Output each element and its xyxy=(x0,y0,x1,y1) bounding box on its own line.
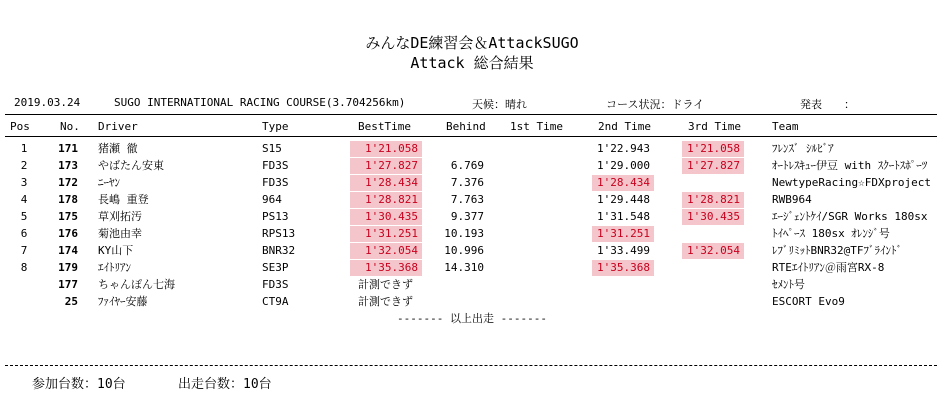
cell-best-time: 1'27.827 xyxy=(350,158,422,174)
cell-best-time: 計測できず xyxy=(358,295,413,308)
cell-type: BNR32 xyxy=(262,244,296,257)
cell-1st-time xyxy=(506,277,562,293)
cell-car-number: 174 xyxy=(58,244,78,257)
cell-1st-time xyxy=(506,294,562,310)
column-divider xyxy=(5,136,937,137)
cell-1st-time xyxy=(506,260,562,276)
cell-pos: 3 xyxy=(20,176,28,189)
cell-team: ｵｰﾄﾚｽｷｭｰ伊豆 with ｽｸｰﾄｽﾎﾟｰﾂ xyxy=(772,159,928,172)
col-3rd-time: 3rd Time xyxy=(688,120,741,133)
weather: 天候：晴れ xyxy=(472,98,527,111)
cell-best-time: 1'35.368 xyxy=(350,260,422,276)
cell-behind: 6.769 xyxy=(450,159,484,172)
page-title: みんなDE練習会＆AttackSUGO xyxy=(365,34,579,52)
cell-pos: 1 xyxy=(20,142,28,155)
header-divider xyxy=(5,114,937,115)
cell-driver: ﾆｰﾔﾝ xyxy=(98,176,120,189)
cell-team: RWB964 xyxy=(772,193,812,206)
cell-best-time: 1'28.821 xyxy=(350,192,422,208)
cell-driver: 長嶋 重登 xyxy=(98,193,149,206)
table-row xyxy=(0,158,944,174)
announcement-time: 発表 ： xyxy=(800,98,855,111)
cell-team: ｾﾒﾝﾄ号 xyxy=(772,278,805,291)
cell-pos: 6 xyxy=(20,227,28,240)
cell-best-time: 1'31.251 xyxy=(350,226,422,242)
cell-type: SE3P xyxy=(262,261,289,274)
cell-behind: 9.377 xyxy=(450,210,484,223)
cell-behind: 7.763 xyxy=(450,193,484,206)
footer-divider xyxy=(5,365,937,366)
cell-type: FD3S xyxy=(262,278,289,291)
cell-car-number: 178 xyxy=(58,193,78,206)
cell-driver: ちゃんぽん七海 xyxy=(98,278,175,291)
cell-type: RPS13 xyxy=(262,227,296,240)
cell-best-time: 計測できず xyxy=(358,278,413,291)
col-no: No. xyxy=(60,120,80,133)
cell-3rd-time xyxy=(682,260,740,276)
cell-best-time: 1'28.434 xyxy=(350,175,422,191)
cell-pos: 2 xyxy=(20,159,28,172)
cell-car-number: 179 xyxy=(58,261,78,274)
cell-1st-time xyxy=(506,158,562,174)
cell-2nd-time: 1'28.434 xyxy=(592,175,654,191)
cell-1st-time xyxy=(506,243,562,259)
col-driver: Driver xyxy=(98,120,138,133)
cell-pos xyxy=(14,294,34,310)
cell-team: RTEｴｲﾄﾘｱﾝ＠雨宮RX-8 xyxy=(772,261,885,274)
col-besttime: BestTime xyxy=(358,120,411,133)
col-behind: Behind xyxy=(446,120,486,133)
cell-3rd-time xyxy=(682,277,740,293)
cell-3rd-time xyxy=(682,226,740,242)
table-row xyxy=(0,209,944,225)
cell-car-number: 177 xyxy=(58,278,78,291)
cell-best-time: 1'30.435 xyxy=(350,209,422,225)
cell-3rd-time xyxy=(682,175,740,191)
cell-car-number: 175 xyxy=(58,210,78,223)
cell-behind: 7.376 xyxy=(450,176,484,189)
cell-driver: 草刈拓汚 xyxy=(98,210,142,223)
cell-driver: KY山下 xyxy=(98,244,134,257)
cell-2nd-time: 1'22.943 xyxy=(597,142,650,155)
cell-2nd-time xyxy=(592,294,650,310)
cell-team: ﾌﾚﾝｽﾞ ｼﾙﾋﾞｱ xyxy=(772,142,834,155)
cell-best-time: 1'21.058 xyxy=(350,141,422,157)
cell-2nd-time: 1'31.251 xyxy=(592,226,654,242)
col-1st-time: 1st Time xyxy=(510,120,563,133)
table-row xyxy=(0,192,944,208)
cell-1st-time xyxy=(506,209,562,225)
page-subtitle: Attack 総合結果 xyxy=(410,54,534,72)
cell-team: ｴｰｼﾞｪﾝﾄｹｲ/SGR Works 180sx xyxy=(772,210,928,223)
cell-pos: 8 xyxy=(20,261,28,274)
col-2nd-time: 2nd Time xyxy=(598,120,651,133)
starter-count: 出走台数：10台 xyxy=(178,377,272,392)
cell-team: NewtypeRacing☆FDXproject xyxy=(772,176,931,189)
cell-type: FD3S xyxy=(262,159,289,172)
end-note: ------- 以上出走 ------- xyxy=(397,312,547,325)
cell-1st-time xyxy=(506,141,562,157)
cell-driver: 猪瀬 徹 xyxy=(98,142,138,155)
cell-driver: ﾌｧｲﾔｰ安藤 xyxy=(98,295,148,308)
cell-car-number: 173 xyxy=(58,159,78,172)
cell-3rd-time: 1'21.058 xyxy=(682,141,744,157)
cell-team: ﾄｲﾍﾟｰｽ 180sx ｵﾚﾝｼﾞ号 xyxy=(772,227,890,240)
cell-3rd-time: 1'28.821 xyxy=(682,192,744,208)
cell-2nd-time: 1'31.548 xyxy=(597,210,650,223)
cell-pos: 7 xyxy=(20,244,28,257)
cell-team: ESCORT Evo9 xyxy=(772,295,845,308)
cell-1st-time xyxy=(506,226,562,242)
cell-driver: ｴｲﾄﾘｱﾝ xyxy=(98,261,131,274)
cell-2nd-time xyxy=(592,277,650,293)
cell-1st-time xyxy=(506,175,562,191)
cell-1st-time xyxy=(506,192,562,208)
table-row xyxy=(0,277,944,293)
track-condition: コース状況：ドライ xyxy=(606,98,705,111)
table-row xyxy=(0,175,944,191)
cell-pos: 4 xyxy=(20,193,28,206)
cell-3rd-time xyxy=(682,294,740,310)
cell-behind: 10.996 xyxy=(444,244,484,257)
table-row xyxy=(0,243,944,259)
table-row xyxy=(0,141,944,157)
table-row xyxy=(0,260,944,276)
entry-count: 参加台数：10台 xyxy=(32,377,126,392)
table-row xyxy=(0,226,944,242)
cell-behind: 10.193 xyxy=(444,227,484,240)
cell-2nd-time: 1'29.448 xyxy=(597,193,650,206)
cell-pos xyxy=(14,277,34,293)
cell-2nd-time: 1'35.368 xyxy=(592,260,654,276)
cell-pos: 5 xyxy=(20,210,28,223)
cell-type: CT9A xyxy=(262,295,289,308)
cell-2nd-time: 1'29.000 xyxy=(597,159,650,172)
cell-best-time: 1'32.054 xyxy=(350,243,422,259)
cell-3rd-time: 1'27.827 xyxy=(682,158,744,174)
col-pos: Pos xyxy=(10,120,30,133)
cell-behind xyxy=(440,277,484,293)
cell-driver: やばたん安東 xyxy=(98,159,164,172)
course-name: SUGO INTERNATIONAL RACING COURSE(3.704256km) xyxy=(114,96,406,109)
cell-type: PS13 xyxy=(262,210,289,223)
cell-behind xyxy=(440,141,484,157)
col-team: Team xyxy=(772,120,799,133)
cell-team: ﾚﾌﾞﾘﾐｯﾄBNR32@TFﾌﾞﾗｲﾝﾄﾞ xyxy=(772,244,902,257)
cell-behind: 14.310 xyxy=(444,261,484,274)
cell-3rd-time: 1'30.435 xyxy=(682,209,744,225)
cell-driver: 菊池由幸 xyxy=(98,227,142,240)
cell-car-number: 171 xyxy=(58,142,78,155)
cell-2nd-time: 1'33.499 xyxy=(597,244,650,257)
cell-behind xyxy=(440,294,484,310)
table-row xyxy=(0,294,944,310)
cell-type: FD3S xyxy=(262,176,289,189)
cell-car-number: 176 xyxy=(58,227,78,240)
cell-car-number: 172 xyxy=(58,176,78,189)
col-type: Type xyxy=(262,120,289,133)
event-date: 2019.03.24 xyxy=(14,96,81,109)
cell-type: 964 xyxy=(262,193,282,206)
cell-car-number: 25 xyxy=(64,295,78,308)
cell-type: S15 xyxy=(262,142,282,155)
cell-3rd-time: 1'32.054 xyxy=(682,243,744,259)
